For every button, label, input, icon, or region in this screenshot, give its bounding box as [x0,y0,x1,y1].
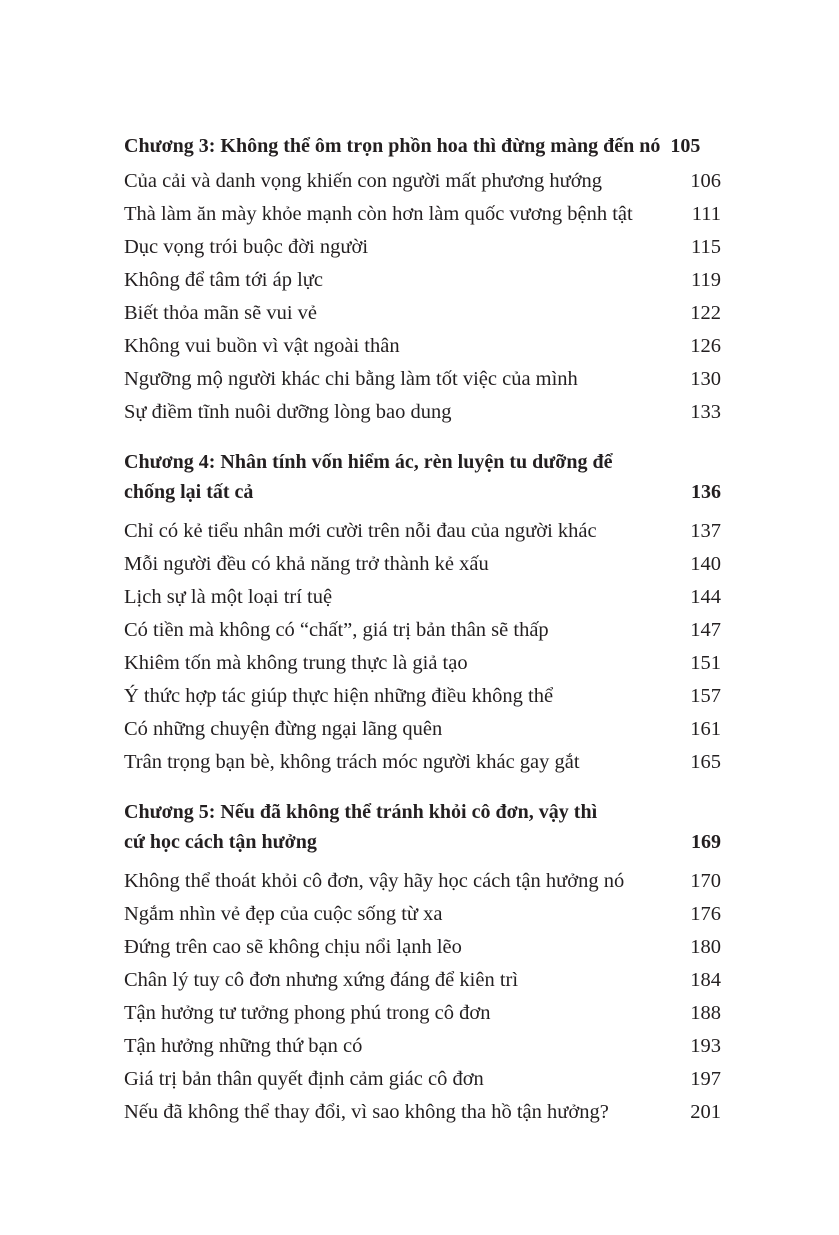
entry-title: Nếu đã không thể thay đổi, vì sao không tha hồ tận hưởng? [124,1101,609,1123]
entry-title: Biết thỏa mãn sẽ vui vẻ [124,302,317,324]
table-of-contents [124,131,721,1129]
entry-page: 119 [691,269,721,291]
entry-title: Có tiền mà không có “chất”, giá trị bản thân sẽ thấp [124,619,549,641]
chapter-title-line2: chống lại tất cả [124,481,254,503]
entry-title: Không vui buồn vì vật ngoài thân [124,335,400,357]
toc-entry[interactable] [124,515,721,548]
entry-title: Có những chuyện đừng ngại lãng quên [124,718,443,740]
entry-page: 151 [690,652,721,674]
entry-title: Không thể thoát khỏi cô đơn, vậy hãy học cách tận hưởng nó [124,870,625,892]
entry-page: 111 [691,203,721,225]
toc-entry[interactable] [124,165,721,198]
chapter-heading [124,131,721,161]
entry-title: Ngưỡng mộ người khác chi bằng làm tốt việc của mình [124,368,578,390]
chapter-title-row [124,827,721,857]
entry-page: 130 [690,368,721,390]
entry-page: 184 [690,969,721,991]
entry-title: Mỗi người đều có khả năng trở thành kẻ xấu [124,553,489,575]
entry-title: Tận hưởng tư tưởng phong phú trong cô đơn [124,1002,491,1024]
toc-entry[interactable] [124,231,721,264]
toc-entry[interactable] [124,264,721,297]
entry-page: 140 [690,553,721,575]
entry-page: 161 [690,718,721,740]
entry-page: 165 [690,751,721,773]
toc-entry[interactable] [124,647,721,680]
chapter-5 [124,797,721,1129]
entry-title: Thà làm ăn mày khỏe mạnh còn hơn làm quốc vương bệnh tật [124,203,633,225]
toc-entry[interactable] [124,198,721,231]
chapter-title-line2: cứ học cách tận hưởng [124,831,317,853]
toc-entry[interactable] [124,680,721,713]
entry-page: 201 [690,1101,721,1123]
entry-page: 126 [690,335,721,357]
chapter-4 [124,447,721,779]
chapter-3 [124,131,721,429]
entry-title: Chỉ có kẻ tiểu nhân mới cười trên nỗi đau của người khác [124,520,597,542]
chapter-heading[interactable] [124,447,721,507]
entry-page: 147 [690,619,721,641]
toc-entry[interactable] [124,363,721,396]
chapter-title-line1: Chương 4: Nhân tính vốn hiểm ác, rèn luyện tu dưỡng để [124,451,613,473]
entry-page: 180 [690,936,721,958]
entry-page: 157 [690,685,721,707]
chapter-title-row [124,477,721,507]
entry-page: 197 [690,1068,721,1090]
chapter-title-row[interactable] [124,131,721,161]
entry-page: 193 [690,1035,721,1057]
toc-entry[interactable] [124,614,721,647]
toc-entry[interactable] [124,1096,721,1129]
chapter-title-line1: Chương 5: Nếu đã không thể tránh khỏi cô đơn, vậy thì [124,801,598,823]
entry-page: 122 [690,302,721,324]
entry-page: 144 [690,586,721,608]
entry-title: Của cải và danh vọng khiến con người mất phương hướng [124,170,603,192]
toc-entry[interactable] [124,898,721,931]
entry-page: 137 [690,520,721,542]
toc-entry[interactable] [124,548,721,581]
entry-title: Trân trọng bạn bè, không trách móc người khác gay gắt [124,751,580,773]
chapter-page: 169 [691,831,721,853]
toc-entry[interactable] [124,964,721,997]
entry-title: Ý thức hợp tác giúp thực hiện những điều không thể [124,685,554,707]
toc-entry[interactable] [124,581,721,614]
entry-page: 106 [690,170,721,192]
toc-entry[interactable] [124,1030,721,1063]
chapter-page: 136 [691,481,721,503]
entry-title: Ngắm nhìn vẻ đẹp của cuộc sống từ xa [124,903,443,925]
entry-page: 188 [690,1002,721,1024]
entry-page: 115 [691,236,721,258]
entry-page: 176 [690,903,721,925]
chapter-heading[interactable] [124,797,721,857]
toc-entry[interactable] [124,713,721,746]
toc-entry[interactable] [124,865,721,898]
entry-title: Chân lý tuy cô đơn nhưng xứng đáng để kiên trì [124,969,519,991]
entry-title: Sự điềm tĩnh nuôi dưỡng lòng bao dung [124,401,452,423]
entry-title: Lịch sự là một loại trí tuệ [124,586,333,608]
toc-entry[interactable] [124,746,721,779]
entry-title: Tận hưởng những thứ bạn có [124,1035,363,1057]
toc-entry[interactable] [124,297,721,330]
entry-page: 170 [690,870,721,892]
toc-entry[interactable] [124,330,721,363]
toc-entry[interactable] [124,396,721,429]
toc-entry[interactable] [124,1063,721,1096]
entry-title: Dục vọng trói buộc đời người [124,236,369,258]
entry-title: Không để tâm tới áp lực [124,269,324,291]
toc-entry[interactable] [124,997,721,1030]
chapter-page: 105 [670,135,701,157]
chapter-title: Chương 3: Không thể ôm trọn phồn hoa thì đừng màng đến nó [124,135,661,157]
entry-title: Đứng trên cao sẽ không chịu nổi lạnh lẽo [124,936,462,958]
entry-page: 133 [690,401,721,423]
toc-entry[interactable] [124,931,721,964]
entry-title: Giá trị bản thân quyết định cảm giác cô đơn [124,1068,484,1090]
entry-title: Khiêm tốn mà không trung thực là giả tạo [124,652,468,674]
